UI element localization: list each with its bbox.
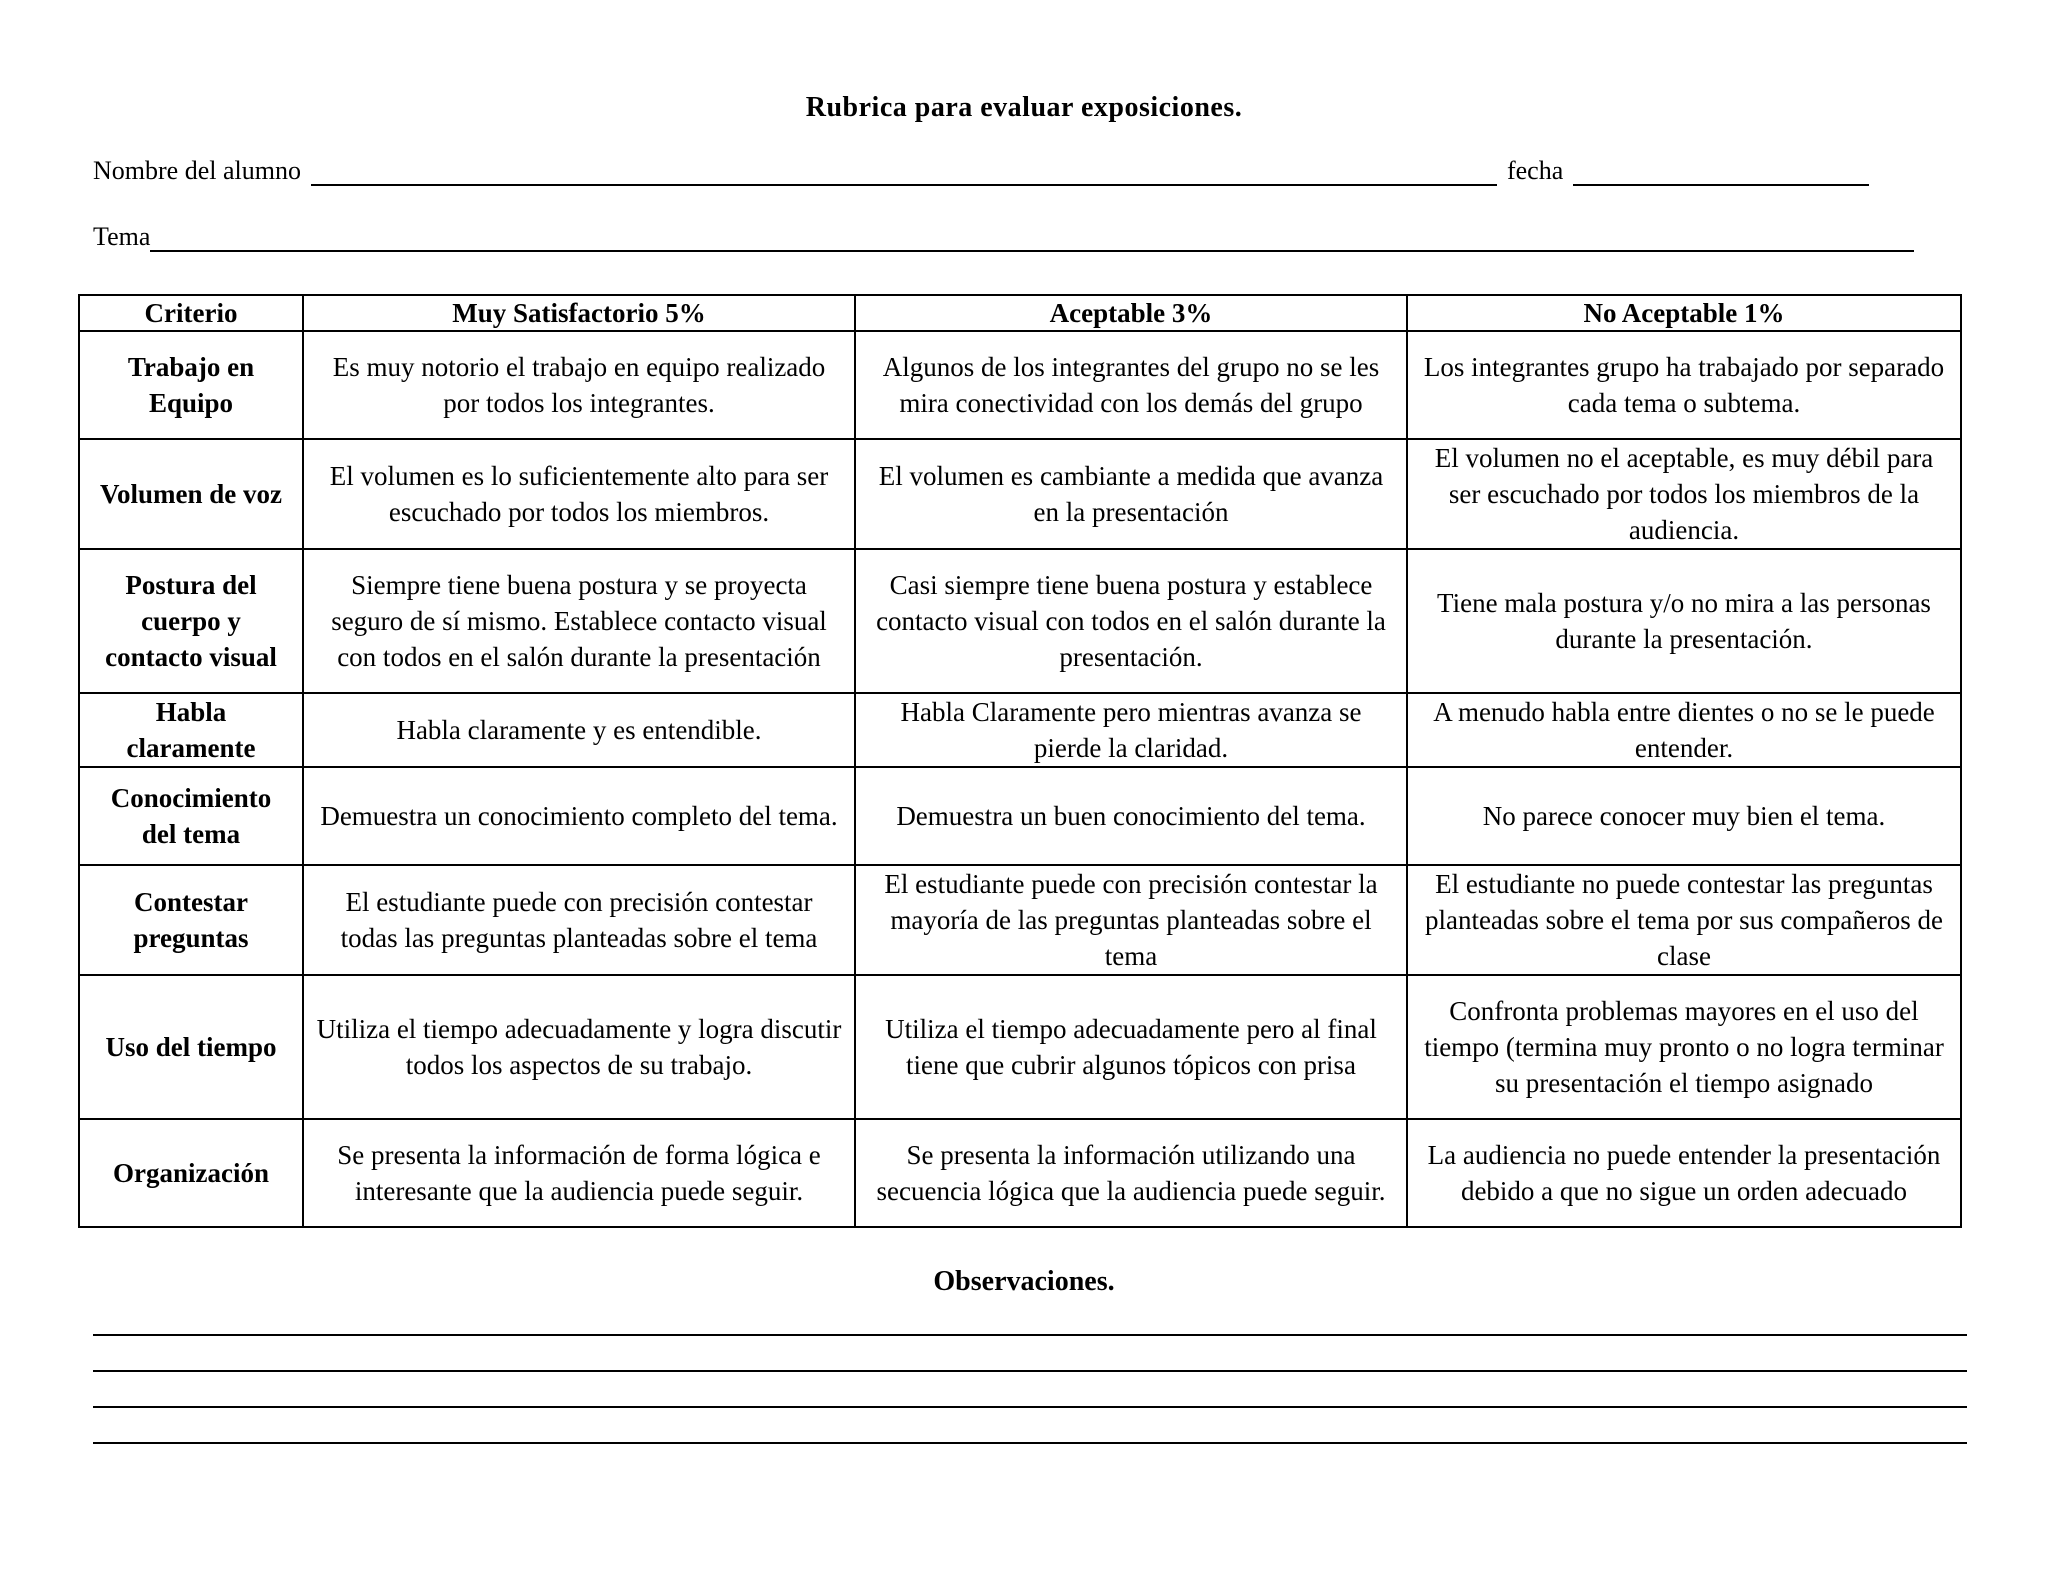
aceptable-cell: El volumen es cambiante a medida que avanza en la presentación bbox=[855, 439, 1407, 549]
criterio-cell: Uso del tiempo bbox=[79, 975, 303, 1119]
aceptable-cell: El estudiante puede con precisión contestar la mayoría de las preguntas planteadas sobre el tema bbox=[855, 865, 1407, 975]
table-row bbox=[79, 439, 1961, 549]
no-aceptable-cell: Tiene mala postura y/o no mira a las personas durante la presentación. bbox=[1407, 549, 1961, 693]
criterio-cell: Contestar preguntas bbox=[79, 865, 303, 975]
muy-satisfactorio-cell: Siempre tiene buena postura y se proyecta seguro de sí mismo. Establece contacto visual con todos en el salón durante la presentación bbox=[303, 549, 855, 693]
no-aceptable-cell: La audiencia no puede entender la presentación debido a que no sigue un orden adecuado bbox=[1407, 1119, 1961, 1227]
no-aceptable-cell: El estudiante no puede contestar las preguntas planteadas sobre el tema por sus compañeros de clase bbox=[1407, 865, 1961, 975]
table-row bbox=[79, 975, 1961, 1119]
muy-satisfactorio-cell: Habla claramente y es entendible. bbox=[303, 693, 855, 767]
muy-satisfactorio-cell: Utiliza el tiempo adecuadamente y logra discutir todos los aspectos de su trabajo. bbox=[303, 975, 855, 1119]
aceptable-cell: Utiliza el tiempo adecuadamente pero al final tiene que cubrir algunos tópicos con prisa bbox=[855, 975, 1407, 1119]
tema-label: Tema bbox=[93, 222, 151, 251]
aceptable-cell: Habla Claramente pero mientras avanza se pierde la claridad. bbox=[855, 693, 1407, 767]
no-aceptable-cell: No parece conocer muy bien el tema. bbox=[1407, 767, 1961, 865]
tema-blank[interactable] bbox=[150, 224, 1914, 252]
aceptable-cell: Algunos de los integrantes del grupo no se les mira conectividad con los demás del grupo bbox=[855, 331, 1407, 439]
muy-satisfactorio-cell: Es muy notorio el trabajo en equipo realizado por todos los integrantes. bbox=[303, 331, 855, 439]
tema-row bbox=[93, 222, 1914, 252]
header-criterio: Criterio bbox=[79, 295, 303, 331]
muy-satisfactorio-cell: El volumen es lo suficientemente alto para ser escuchado por todos los miembros. bbox=[303, 439, 855, 549]
muy-satisfactorio-cell: Demuestra un conocimiento completo del tema. bbox=[303, 767, 855, 865]
criterio-cell: Conocimiento del tema bbox=[79, 767, 303, 865]
criterio-cell: Organización bbox=[79, 1119, 303, 1227]
fecha-blank[interactable] bbox=[1573, 158, 1869, 186]
page-title: Rubrica para evaluar exposiciones. bbox=[805, 92, 1243, 123]
rubric-table bbox=[78, 294, 1962, 1228]
criterio-cell: Habla claramente bbox=[79, 693, 303, 767]
no-aceptable-cell: Los integrantes grupo ha trabajado por separado cada tema o subtema. bbox=[1407, 331, 1961, 439]
header-aceptable: Aceptable 3% bbox=[855, 295, 1407, 331]
criterio-cell: Volumen de voz bbox=[79, 439, 303, 549]
observaciones-line[interactable] bbox=[93, 1334, 1967, 1336]
header-muy-satisfactorio: Muy Satisfactorio 5% bbox=[303, 295, 855, 331]
aceptable-cell: Demuestra un buen conocimiento del tema. bbox=[855, 767, 1407, 865]
aceptable-cell: Se presenta la información utilizando una secuencia lógica que la audiencia puede seguir. bbox=[855, 1119, 1407, 1227]
no-aceptable-cell: Confronta problemas mayores en el uso del tiempo (termina muy pronto o no logra terminar su presentación el tiempo asignado bbox=[1407, 975, 1961, 1119]
header-no-aceptable: No Aceptable 1% bbox=[1407, 295, 1961, 331]
fecha-label: fecha bbox=[1506, 156, 1564, 185]
observaciones-line[interactable] bbox=[93, 1406, 1967, 1408]
aceptable-cell: Casi siempre tiene buena postura y establece contacto visual con todos en el salón durante la presentación. bbox=[855, 549, 1407, 693]
muy-satisfactorio-cell: El estudiante puede con precisión contestar todas las preguntas planteadas sobre el tema bbox=[303, 865, 855, 975]
criterio-cell: Postura del cuerpo y contacto visual bbox=[79, 549, 303, 693]
table-row bbox=[79, 549, 1961, 693]
table-header-row bbox=[79, 295, 1961, 331]
nombre-row bbox=[93, 156, 1869, 186]
no-aceptable-cell: A menudo habla entre dientes o no se le puede entender. bbox=[1407, 693, 1961, 767]
table-row bbox=[79, 865, 1961, 975]
no-aceptable-cell: El volumen no el aceptable, es muy débil para ser escuchado por todos los miembros de la audiencia. bbox=[1407, 439, 1961, 549]
table-row bbox=[79, 1119, 1961, 1227]
nombre-blank[interactable] bbox=[311, 158, 1497, 186]
observaciones-line[interactable] bbox=[93, 1442, 1967, 1444]
observaciones-line[interactable] bbox=[93, 1370, 1967, 1372]
table-row bbox=[79, 767, 1961, 865]
table-row bbox=[79, 693, 1961, 767]
criterio-cell: Trabajo en Equipo bbox=[79, 331, 303, 439]
muy-satisfactorio-cell: Se presenta la información de forma lógica e interesante que la audiencia puede seguir. bbox=[303, 1119, 855, 1227]
nombre-label: Nombre del alumno bbox=[93, 156, 301, 185]
table-row bbox=[79, 331, 1961, 439]
observaciones-title: Observaciones. bbox=[933, 1266, 1115, 1297]
